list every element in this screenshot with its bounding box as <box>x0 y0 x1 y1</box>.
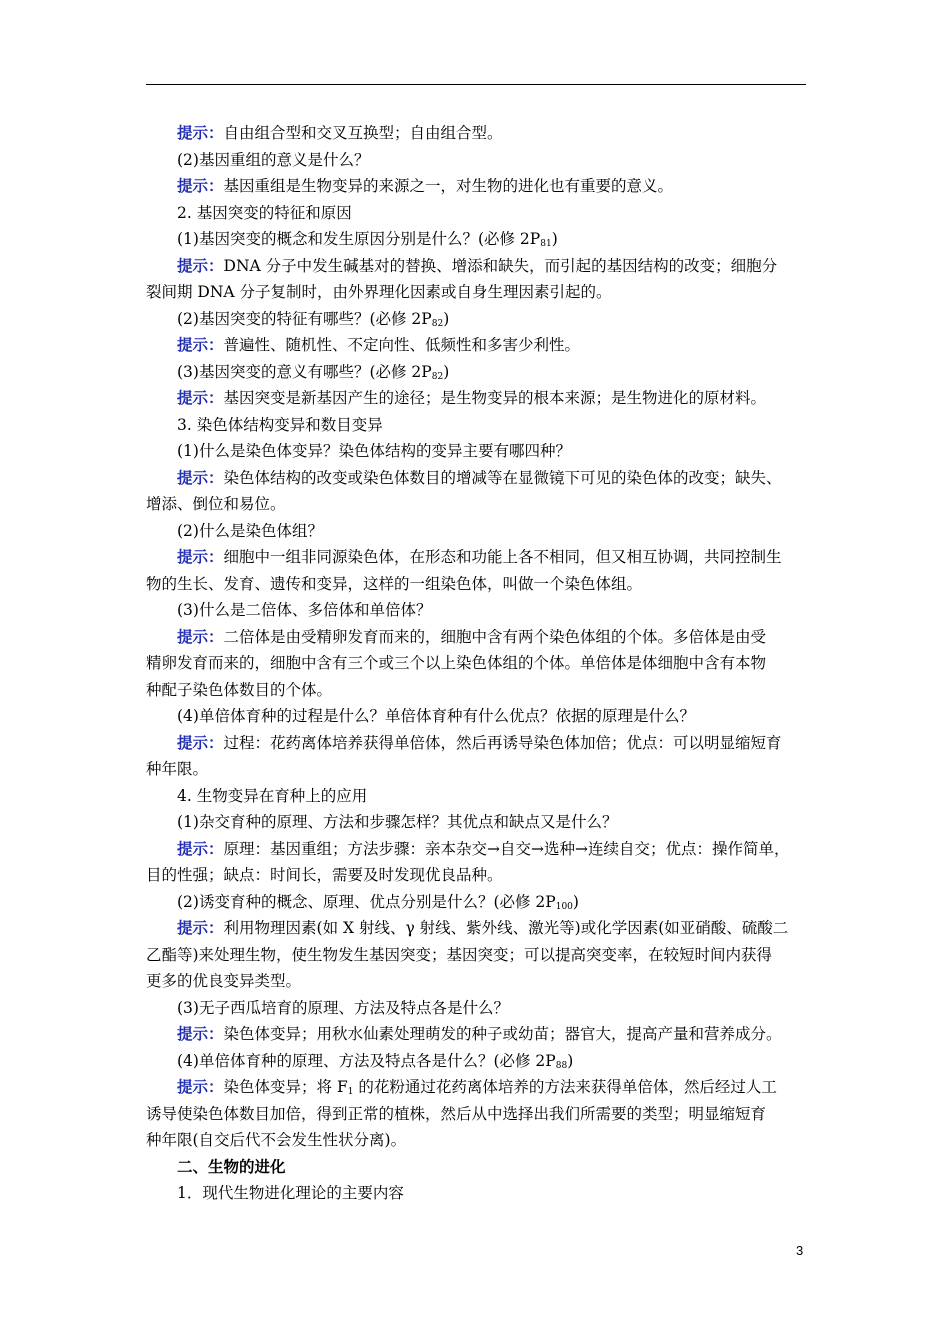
text-line <box>146 306 810 333</box>
text-line <box>146 571 810 598</box>
hint-label: 提示： <box>177 838 224 858</box>
text-line <box>146 359 810 386</box>
line-text: 种年限(自交后代不会发生性状分离)。 <box>146 1131 407 1149</box>
hint-label: 提示： <box>177 732 224 752</box>
hint-label: 提示： <box>177 255 224 275</box>
line-text-tail: ) <box>551 230 558 248</box>
header-rule <box>146 84 806 85</box>
line-text: 裂间期 DNA 分子复制时，由外界理化因素或自身生理因素引起的。 <box>146 283 612 301</box>
text-line <box>146 147 810 174</box>
hint-line <box>146 173 810 200</box>
document-body <box>146 120 810 1207</box>
line-text: 目的性强；缺点：时间长，需要及时发现优良品种。 <box>146 866 503 884</box>
hint-line <box>146 253 810 280</box>
text-line <box>146 1154 810 1181</box>
line-text: 种年限。 <box>146 760 209 778</box>
text-line <box>146 597 810 624</box>
line-text: 2. 基因突变的特征和原因 <box>177 203 352 222</box>
line-text: 精卵发育而来的，细胞中含有三个或三个以上染色体组的个体。单倍体是体细胞中含有本物 <box>146 654 767 672</box>
text-line <box>146 783 810 810</box>
page-number: 3 <box>796 1243 804 1258</box>
line-text: 普遍性、随机性、不定向性、低频性和多害少利性。 <box>223 336 581 354</box>
hint-line <box>146 544 810 571</box>
hint-line <box>146 385 810 412</box>
text-line <box>146 703 810 730</box>
text-line <box>146 968 810 995</box>
text-line <box>146 995 810 1022</box>
hint-label: 提示： <box>177 335 224 354</box>
line-text: 增添、倒位和易位。 <box>146 495 286 513</box>
line-text: 3. 染色体结构变异和数目变异 <box>177 415 383 434</box>
line-text: (2)基因重组的意义是什么？ <box>177 150 370 169</box>
text-line <box>146 491 810 518</box>
line-text: 1．现代生物进化理论的主要内容 <box>177 1184 404 1202</box>
line-text: 染色体变异；将 F <box>223 1078 348 1096</box>
line-text: 过程：花药离体培养获得单倍体，然后再诱导染色体加倍；优点：可以明显缩短育 <box>223 733 782 752</box>
text-line <box>146 862 810 889</box>
line-text: 二倍体是由受精卵发育而来的，细胞中含有两个染色体组的个体。多倍体是由受 <box>223 627 767 646</box>
subscript: 82 <box>431 318 444 329</box>
line-text: (2)诱变育种的概念、原理、优点分别是什么？(必修 2P <box>177 892 556 911</box>
line-text: (3)基因突变的意义有哪些？(必修 2P <box>177 362 432 381</box>
hint-line <box>146 120 810 147</box>
text-line <box>146 1180 810 1207</box>
line-text: 自由组合型和交叉互换型；自由组合型。 <box>223 124 503 142</box>
hint-line <box>146 915 810 942</box>
text-line <box>146 412 810 439</box>
line-text: (3)什么是二倍体、多倍体和单倍体？ <box>177 601 432 619</box>
hint-line <box>146 730 810 757</box>
line-text: (1)杂交育种的原理、方法和步骤怎样？其优点和缺点又是什么？ <box>177 813 618 831</box>
line-text: (4)单倍体育种的过程是什么？单倍体育种有什么优点？依据的原理是什么？ <box>177 707 695 725</box>
text-line <box>146 756 810 783</box>
line-text: (3)无子西瓜培育的原理、方法及特点各是什么？ <box>177 998 509 1017</box>
line-text-tail: 的花粉通过花药离体培养的方法来获得单倍体，然后经过人工 <box>353 1078 777 1096</box>
hint-label: 提示： <box>177 1024 224 1043</box>
text-line <box>146 942 810 969</box>
text-line <box>146 200 810 227</box>
line-text: 利用物理因素(如 X 射线、γ 射线、紫外线、激光等)或化学因素(如亚硝酸、硫酸二 <box>223 919 789 937</box>
text-line <box>146 279 810 306</box>
line-text: 基因重组是生物变异的来源之一，对生物的进化也有重要的意义。 <box>223 177 674 195</box>
line-text: 染色体结构的改变或染色体数目的增减等在显微镜下可见的染色体的改变；缺失、 <box>223 468 782 487</box>
text-line <box>146 1101 810 1128</box>
subscript: 81 <box>540 239 552 249</box>
hint-line <box>146 1021 810 1048</box>
subscript: 82 <box>431 371 444 382</box>
line-text: 诱导使染色体数目加倍，得到正常的植株，然后从中选择出我们所需要的类型；明显缩短育 <box>146 1104 767 1123</box>
line-text: 更多的优良变异类型。 <box>146 972 302 990</box>
text-line <box>146 226 810 253</box>
hint-label: 提示： <box>177 918 224 937</box>
line-text: 物的生长、发育、遗传和变异，这样的一组染色体，叫做一个染色体组。 <box>146 574 643 593</box>
line-text: 4. 生物变异在育种上的应用 <box>177 786 368 805</box>
hint-label: 提示： <box>177 547 224 566</box>
line-text: (2)什么是染色体组？ <box>177 521 323 540</box>
hint-label: 提示： <box>177 467 224 487</box>
hint-label: 提示： <box>177 1077 224 1096</box>
hint-label: 提示： <box>177 626 224 646</box>
line-text-tail: ) <box>443 362 450 381</box>
text-line <box>146 438 810 465</box>
hint-line <box>146 836 810 863</box>
text-line <box>146 650 810 677</box>
line-text: 原理：基因重组；方法步骤：亲本杂交→自交→选种→连续自交；优点：操作简单， <box>223 839 790 858</box>
line-text-tail: ) <box>567 1051 574 1070</box>
hint-label: 提示： <box>177 176 224 195</box>
text-line <box>146 889 810 916</box>
subscript: 100 <box>555 901 573 912</box>
line-text: (2)基因突变的特征有哪些？(必修 2P <box>177 309 432 328</box>
line-text: DNA 分子中发生碱基对的替换、增添和缺失，而引起的基因结构的改变；细胞分 <box>223 256 778 275</box>
line-text: 细胞中一组非同源染色体，在形态和功能上各不相同，但又相互协调，共同控制生 <box>223 548 782 566</box>
hint-label: 提示： <box>177 388 224 407</box>
text-line <box>146 1048 810 1075</box>
hint-line <box>146 332 810 359</box>
line-text: 乙酯等)来处理生物，使生物发生基因突变；基因突变；可以提高突变率，在较短时间内获得 <box>146 945 773 964</box>
hint-label: 提示： <box>177 123 224 142</box>
line-text-tail: ) <box>572 892 579 911</box>
text-line <box>146 809 810 836</box>
line-text: (1)基因突变的概念和发生原因分别是什么？(必修 2P <box>177 230 541 248</box>
line-text: 二、生物的进化 <box>177 1156 286 1176</box>
hint-line <box>146 624 810 651</box>
line-text-tail: ) <box>443 309 450 328</box>
hint-line <box>146 1074 810 1101</box>
hint-line <box>146 465 810 492</box>
text-line <box>146 518 810 545</box>
line-text: (1)什么是染色体变异？染色体结构的变异主要有哪四种？ <box>177 442 571 460</box>
line-text: (4)单倍体育种的原理、方法及特点各是什么？(必修 2P <box>177 1051 556 1070</box>
subscript: 88 <box>555 1060 568 1071</box>
line-text: 基因突变是新基因产生的途径；是生物变异的根本来源；是生物进化的原材料。 <box>223 389 767 407</box>
text-line <box>146 677 810 704</box>
line-text: 种配子染色体数目的个体。 <box>146 680 333 699</box>
line-text: 染色体变异；用秋水仙素处理萌发的种子或幼苗；器官大，提高产量和营养成分。 <box>223 1025 782 1043</box>
subscript: 1 <box>347 1087 354 1097</box>
text-line <box>146 1127 810 1154</box>
